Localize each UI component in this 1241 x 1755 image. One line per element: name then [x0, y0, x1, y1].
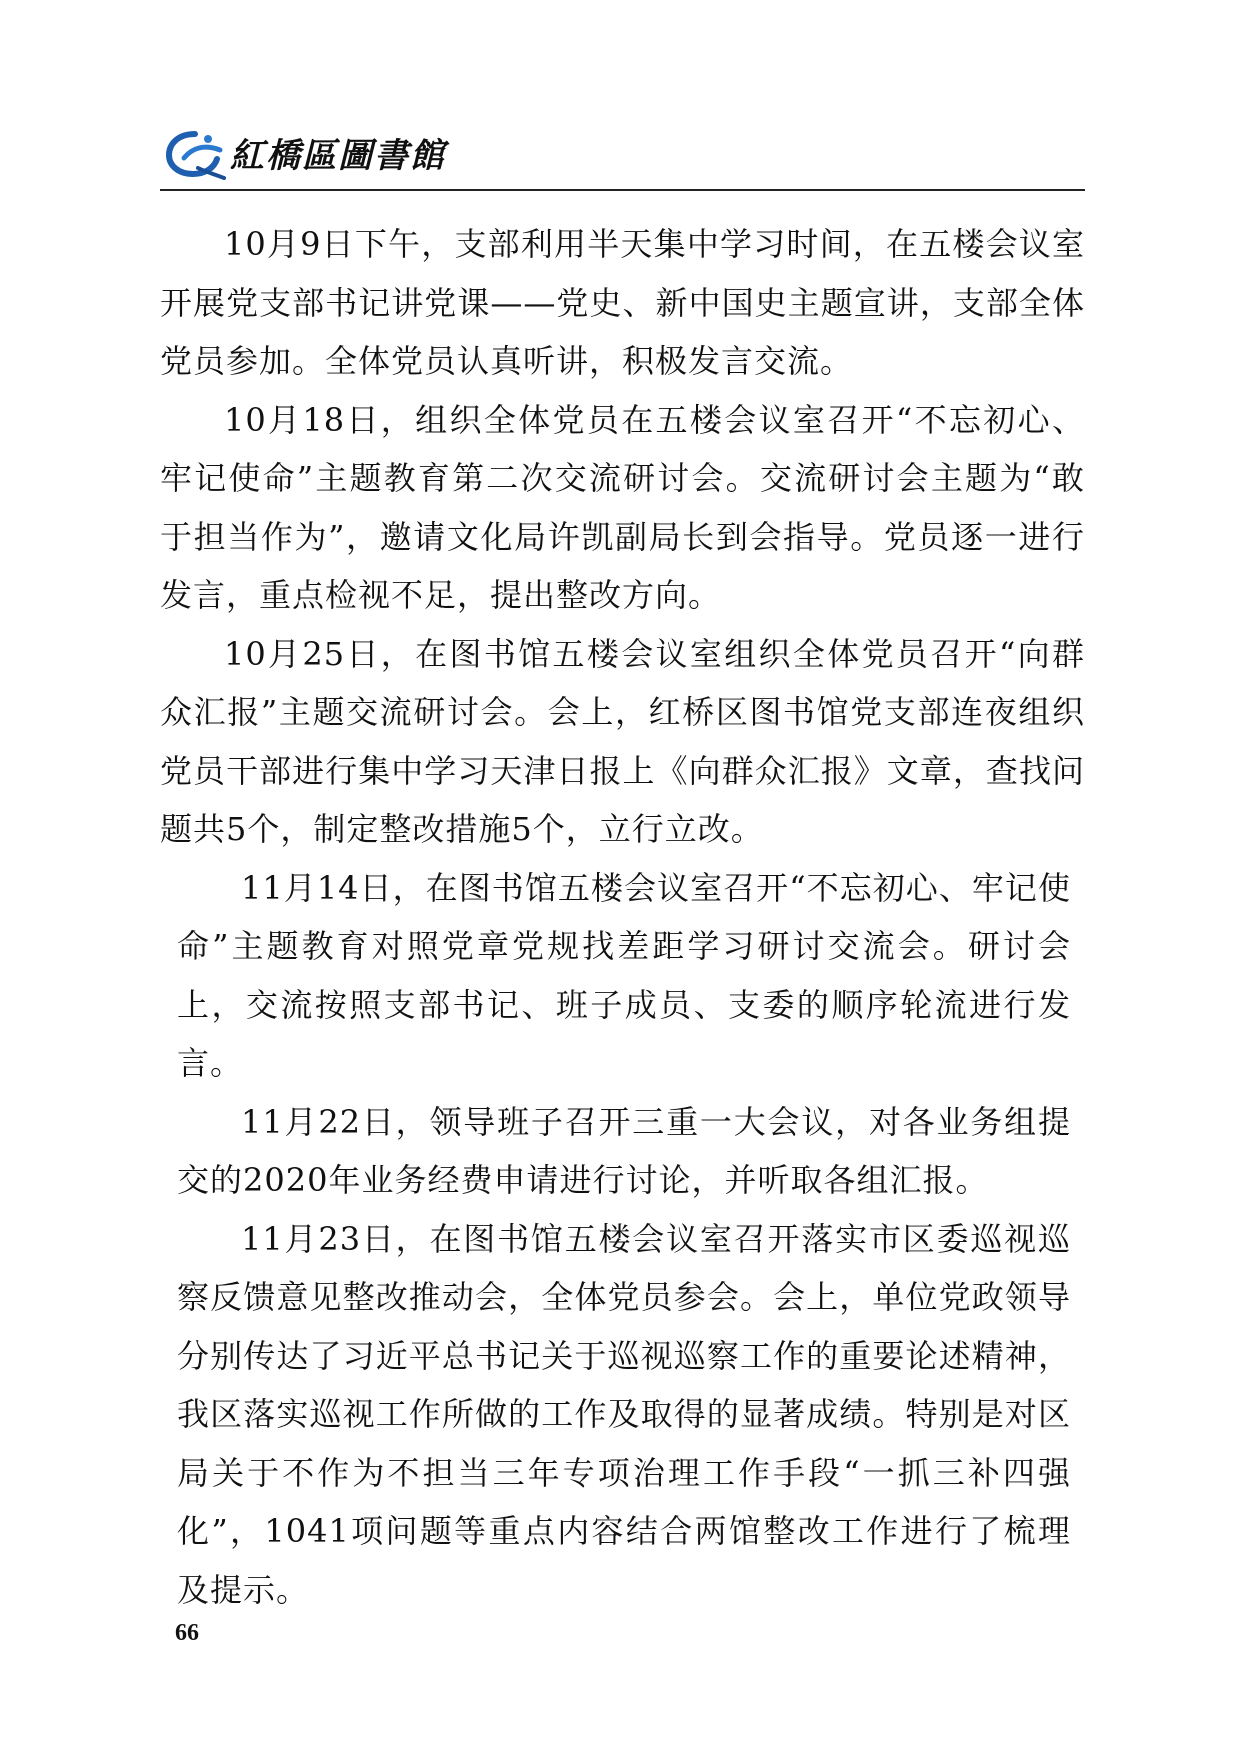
paragraph-oct-9: 10月9日下午，支部利用半天集中学习时间，在五楼会议室开展党支部书记讲党课——党史、新中国史主题宣讲，支部全体党员参加。全体党员认真听讲，积极发言交流。 [160, 225, 1085, 380]
page-header [160, 122, 1085, 190]
library-swirl-logo-icon [164, 128, 226, 180]
paragraph-oct-25: 10月25日，在图书馆五楼会议室组织全体党员召开“向群众汇报”主题交流研讨会。会上，红桥区图书馆党支部连夜组织党员干部进行集中学习天津日报上《向群众汇报》文章，查找问题共5个，制定整改措施5个，立行立改。 [160, 634, 1085, 848]
paragraph-nov-22: 11月22日，领导班子召开三重一大会议，对各业务组提交的2020年业务经费申请进行讨论，并听取各组汇报。 [177, 1102, 1071, 1199]
page-number: 66 [175, 1620, 199, 1646]
paragraph-oct-18: 10月18日，组织全体党员在五楼会议室召开“不忘初心、牢记使命”主题教育第二次交流研讨会。交流研讨会主题为“敢于担当作为”，邀请文化局许凯副局长到会指导。党员逐一进行发言，重点检视不足，提出整改方向。 [160, 400, 1085, 614]
paragraph-nov-23: 11月23日，在图书馆五楼会议室召开落实市区委巡视巡察反馈意见整改推动会，全体党员参会。会上，单位党政领导分别传达了习近平总书记关于巡视巡察工作的重要论述精神，我区落实巡视工作所做的工作及取得的显著成绩。特别是对区局关于不作为不担当三年专项治理工作手段“一抓三补四强化”，1041项问题等重点内容结合两馆整改工作进行了梳理及提示。 [177, 1219, 1071, 1609]
document-body [160, 215, 1085, 1619]
header-divider [160, 189, 1085, 191]
paragraph-nov-14: 11月14日，在图书馆五楼会议室召开“不忘初心、牢记使命”主题教育对照党章党规找差距学习研讨交流会。研讨会上，交流按照支部书记、班子成员、支委的顺序轮流进行发言。 [177, 868, 1071, 1082]
library-name: 紅橋區圖書館 [230, 136, 446, 176]
